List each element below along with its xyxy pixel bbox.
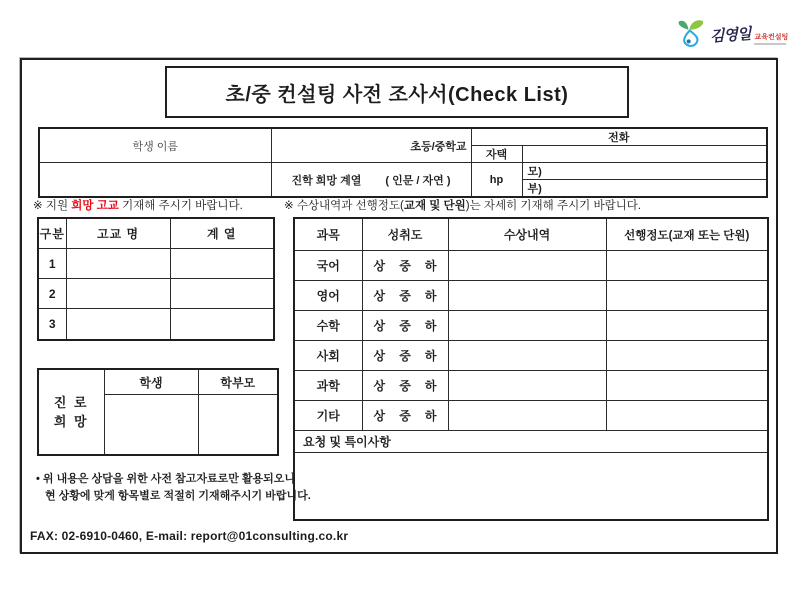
grade-high: 상 <box>373 379 386 393</box>
grade-mid: 중 <box>399 409 411 423</box>
progress-math-field <box>606 311 768 341</box>
col-progress: 선행정도(교재 또는 단원) <box>606 218 768 251</box>
grade-korean <box>362 251 448 281</box>
career-hope-label <box>38 369 104 455</box>
hs-row-2-name-field <box>66 279 170 309</box>
hp-label: hp <box>471 163 522 198</box>
hs-row-3-name-field <box>66 309 170 340</box>
col-subject: 과목 <box>294 218 362 251</box>
progress-english-field <box>606 281 768 311</box>
requests-field <box>294 453 768 521</box>
subject-other: 기타 <box>294 401 362 431</box>
grade-english <box>362 281 448 311</box>
col-awards: 수상내역 <box>448 218 606 251</box>
hs-notice-prefix: ※ 지원 <box>33 200 72 212</box>
grade-mid: 중 <box>399 319 411 333</box>
document-title: 초/중 컨설팅 사전 조사서(Check List) <box>225 83 569 106</box>
home-phone-field <box>522 146 767 163</box>
student-name-field <box>39 163 271 198</box>
droplet-leaf-icon <box>676 19 708 49</box>
hs-col-name: 고교 명 <box>66 218 170 249</box>
grade-mid: 중 <box>399 379 411 393</box>
grade-low: 하 <box>424 409 437 423</box>
grade-low: 하 <box>424 289 437 303</box>
hs-row-1-label: 1 <box>38 249 66 279</box>
subject-math: 수학 <box>294 311 362 341</box>
grade-low: 하 <box>424 379 437 393</box>
grade-mid: 중 <box>399 289 411 303</box>
requests-label: 요청 및 특이사항 <box>294 431 768 453</box>
subject-social: 사회 <box>294 341 362 371</box>
grade-high: 상 <box>373 409 386 423</box>
hs-row-3-track-field <box>170 309 274 340</box>
hs-row-2-label: 2 <box>38 279 66 309</box>
career-hope-table <box>37 368 279 456</box>
progress-science-field <box>606 371 768 401</box>
career-parent-field <box>198 395 278 456</box>
progress-social-field <box>606 341 768 371</box>
subjects-notice-suffix: )는 자세히 기재해 주시기 바랍니다. <box>465 200 642 212</box>
awards-other-field <box>448 401 606 431</box>
grade-high: 상 <box>373 319 386 333</box>
awards-math-field <box>448 311 606 341</box>
grade-high: 상 <box>373 349 386 363</box>
career-col-student: 학생 <box>104 369 198 395</box>
grade-math <box>362 311 448 341</box>
subjects-table <box>293 217 769 521</box>
document-title-box <box>165 66 629 118</box>
usage-note-line1: • 위 내용은 상담을 위한 사전 참고자료로만 활용되오니 <box>36 473 296 485</box>
grade-low: 하 <box>424 319 437 333</box>
hs-col-track: 계 열 <box>170 218 274 249</box>
hs-row-1-track-field <box>170 249 274 279</box>
track-cell <box>271 163 471 198</box>
hs-row-3-label: 3 <box>38 309 66 340</box>
hs-section-notice <box>33 197 243 213</box>
career-label-line1: 진 로 <box>53 395 89 410</box>
progress-other-field <box>606 401 768 431</box>
school-label: 초등/중학교 <box>271 128 471 163</box>
awards-english-field <box>448 281 606 311</box>
brand-tagline-rule <box>754 43 786 45</box>
progress-korean-field <box>606 251 768 281</box>
phone-header: 전화 <box>471 128 767 146</box>
hs-notice-highlight: 희망 고교 <box>71 200 119 212</box>
subjects-notice-bold: 교재 및 단원 <box>403 200 466 212</box>
brand-name: 김영일 <box>709 25 752 45</box>
grade-low: 하 <box>424 349 437 363</box>
grade-mid: 중 <box>399 349 411 363</box>
grade-high: 상 <box>373 259 386 273</box>
grade-high: 상 <box>373 289 386 303</box>
grade-low: 하 <box>424 259 437 273</box>
usage-note-line2: 현 상황에 맞게 항목별로 적절히 기재해주시기 바랍니다. <box>45 490 311 502</box>
subjects-section-notice <box>284 197 641 213</box>
grade-mid: 중 <box>399 259 411 273</box>
hs-col-type: 구분 <box>38 218 66 249</box>
grade-other <box>362 401 448 431</box>
hs-row-1-name-field <box>66 249 170 279</box>
student-name-label: 학생 이름 <box>39 128 271 163</box>
career-col-parent: 학부모 <box>198 369 278 395</box>
subject-korean: 국어 <box>294 251 362 281</box>
track-label: 진학 희망 계열 <box>291 174 362 187</box>
career-label-line2: 희 망 <box>53 414 89 429</box>
subject-science: 과학 <box>294 371 362 401</box>
brand-subtitle: 교육컨설팅 <box>754 33 789 41</box>
hs-notice-suffix: 기재해 주시기 바랍니다. <box>118 200 243 212</box>
awards-korean-field <box>448 251 606 281</box>
mother-phone-label: 모) <box>522 163 767 180</box>
contact-footer: FAX: 02-6910-0460, E-mail: report@01consulting.co.kr <box>30 529 349 543</box>
grade-science <box>362 371 448 401</box>
col-achievement: 성취도 <box>362 218 448 251</box>
subject-english: 영어 <box>294 281 362 311</box>
awards-science-field <box>448 371 606 401</box>
career-student-field <box>104 395 198 456</box>
awards-social-field <box>448 341 606 371</box>
track-options: ( 인문 / 자연 ) <box>385 174 451 187</box>
subjects-notice-prefix: ※ 수상내역과 선행정도( <box>284 200 404 212</box>
hs-row-2-track-field <box>170 279 274 309</box>
usage-note <box>36 471 311 505</box>
father-phone-label: 부) <box>522 180 767 198</box>
home-phone-label: 자택 <box>471 146 522 163</box>
desired-highschool-table <box>37 217 275 341</box>
grade-social <box>362 341 448 371</box>
student-info-table <box>38 127 768 198</box>
brand-logo <box>676 19 788 49</box>
